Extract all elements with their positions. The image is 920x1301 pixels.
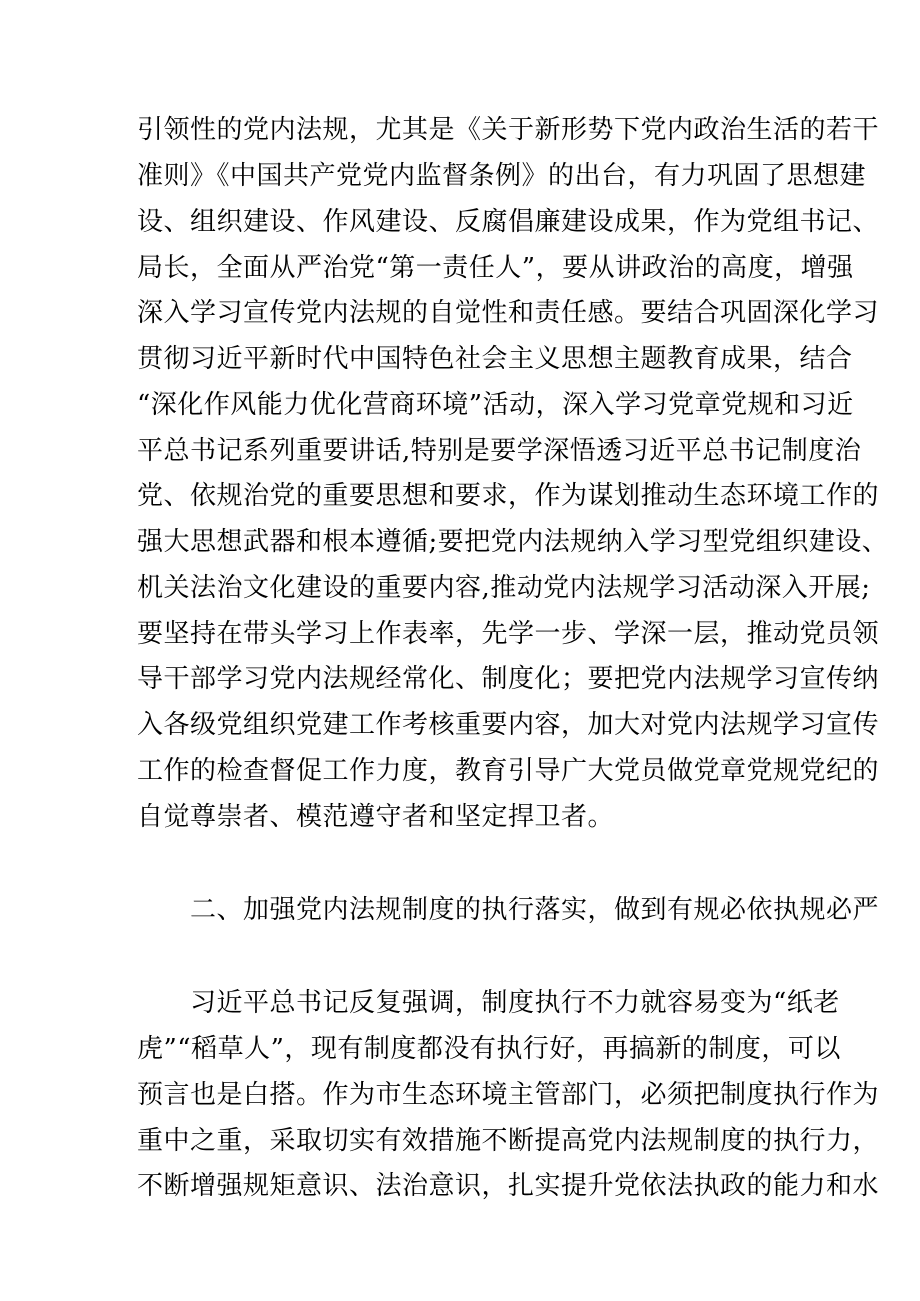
paragraph-2-line-5: 不断增强规矩意识、法治意识，扎实提升党依法执政的能力和水 (137, 1171, 880, 1201)
paragraph-1-line-2: 准则》《中国共产党党内监督条例》的出台，有力巩固了思想建 (137, 161, 867, 191)
paragraph-1-line-15: 工作的检查督促工作力度，教育引导广大党员做党章党规党纪的 (137, 756, 880, 786)
paragraph-1-line-1: 引领性的党内法规，尤其是《关于新形势下党内政治生活的若干 (137, 115, 880, 145)
paragraph-1-line-13: 导干部学习党内法规经常化、制度化；要把党内法规学习宣传纳 (137, 664, 880, 694)
paragraph-2-line-1: 习近平总书记反复强调，制度执行不力就容易变为“纸老 (190, 988, 840, 1018)
paragraph-1-line-9: 党、依规治党的重要思想和要求，作为谋划推动生态环境工作的 (137, 481, 880, 511)
paragraph-1-line-10: 强大思想武器和根本遵循;要把党内法规纳入学习型党组织建设、 (137, 527, 889, 557)
paragraph-2-line-2: 虎”“稻草人”，现有制度都没有执行好，再搞新的制度，可以 (137, 1034, 841, 1064)
paragraph-1-line-16: 自觉尊崇者、模范遵守者和坚定捍卫者。 (137, 802, 615, 832)
paragraph-1-line-7: “深化作风能力优化营商环境”活动，深入学习党章党规和习近 (137, 390, 854, 420)
paragraph-1-line-8: 平总书记系列重要讲话,特别是要学深悟透习近平总书记制度治 (137, 436, 862, 466)
paragraph-1-line-11: 机关法治文化建设的重要内容,推动党内法规学习活动深入开展; (137, 573, 871, 603)
paragraph-2-line-4: 重中之重，采取切实有效措施不断提高党内法规制度的执行力， (137, 1126, 880, 1156)
section-heading-2: 二、加强党内法规制度的执行落实，做到有规必依执规必严 (190, 895, 880, 925)
paragraph-1-line-5: 深入学习宣传党内法规的自觉性和责任感。要结合巩固深化学习 (137, 298, 880, 328)
paragraph-1-line-12: 要坚持在带头学习上作表率，先学一步、学深一层，推动党员领 (137, 619, 880, 649)
paragraph-1-line-14: 入各级党组织党建工作考核重要内容，加大对党内法规学习宣传 (137, 710, 880, 740)
paragraph-2-line-3: 预言也是白搭。作为市生态环境主管部门，必须把制度执行作为 (137, 1080, 880, 1110)
paragraph-1-line-4: 局长，全面从严治党“第一责任人”，要从讲政治的高度，增强 (137, 253, 854, 283)
paragraph-1-line-6: 贯彻习近平新时代中国特色社会主义思想主题教育成果，结合 (137, 344, 853, 374)
paragraph-1-line-3: 设、组织建设、作风建设、反腐倡廉建设成果，作为党组书记、 (137, 207, 880, 237)
